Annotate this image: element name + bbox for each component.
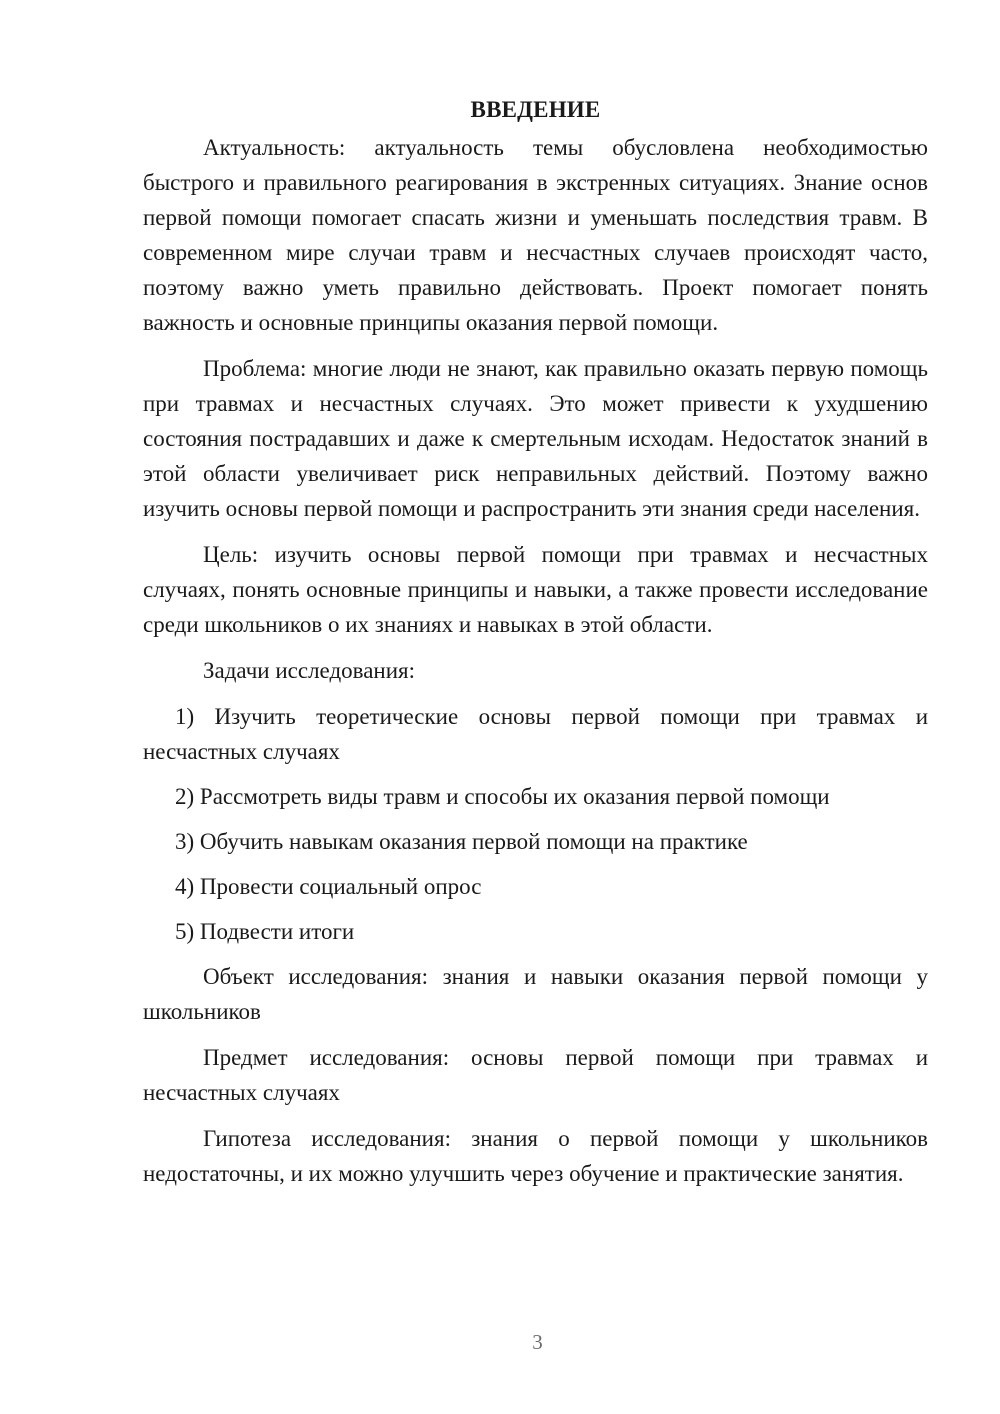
document-body — [143, 90, 928, 1191]
paragraph-object: Объект исследования: знания и навыки оказания первой помощи у школьников — [143, 964, 928, 1024]
task-item-2: 2) Рассмотреть виды травм и способы их оказания первой помощи — [175, 784, 830, 809]
paragraph-hypothesis: Гипотеза исследования: знания о первой помощи у школьников недостаточны, и их можно улучшить через обучение и практические занятия. — [143, 1126, 928, 1186]
tasks-heading: Задачи исследования: — [203, 658, 416, 683]
paragraph-problem: Проблема: многие люди не знают, как правильно оказать первую помощь при травмах и несчастных случаях. Это может привести к ухудшению состояния пострадавших и даже к смертельным исходам. Недостаток знаний в этой области увеличивает риск неправильных действий. Поэтому важно изучить основы первой помощи и распространить эти знания среди населения. — [143, 356, 928, 521]
task-item-1: 1) Изучить теоретические основы первой помощи при травмах и несчастных случаях — [143, 704, 928, 764]
section-title: ВВЕДЕНИЕ — [470, 97, 601, 122]
task-item-5: 5) Подвести итоги — [175, 919, 355, 944]
paragraph-relevance: Актуальность: актуальность темы обусловлена необходимостью быстрого и правильного реагирования в экстренных ситуациях. Знание основ первой помощи помогает спасать жизни и уменьшать последствия травм. В современном мире случаи травм и несчастных случаев происходят часто, поэтому важно уметь правильно действовать. Проект помогает понять важность и основные принципы оказания первой помощи. — [143, 135, 928, 335]
paragraph-subject: Предмет исследования: основы первой помощи при травмах и несчастных случаях — [143, 1045, 928, 1105]
task-item-3: 3) Обучить навыкам оказания первой помощи на практике — [175, 829, 748, 854]
paragraph-goal: Цель: изучить основы первой помощи при травмах и несчастных случаях, понять основные принципы и навыки, а также провести исследование среди школьников о их знаниях и навыках в этой области. — [143, 542, 928, 637]
task-item-4: 4) Провести социальный опрос — [175, 874, 482, 899]
page-number: 3 — [532, 1330, 543, 1354]
